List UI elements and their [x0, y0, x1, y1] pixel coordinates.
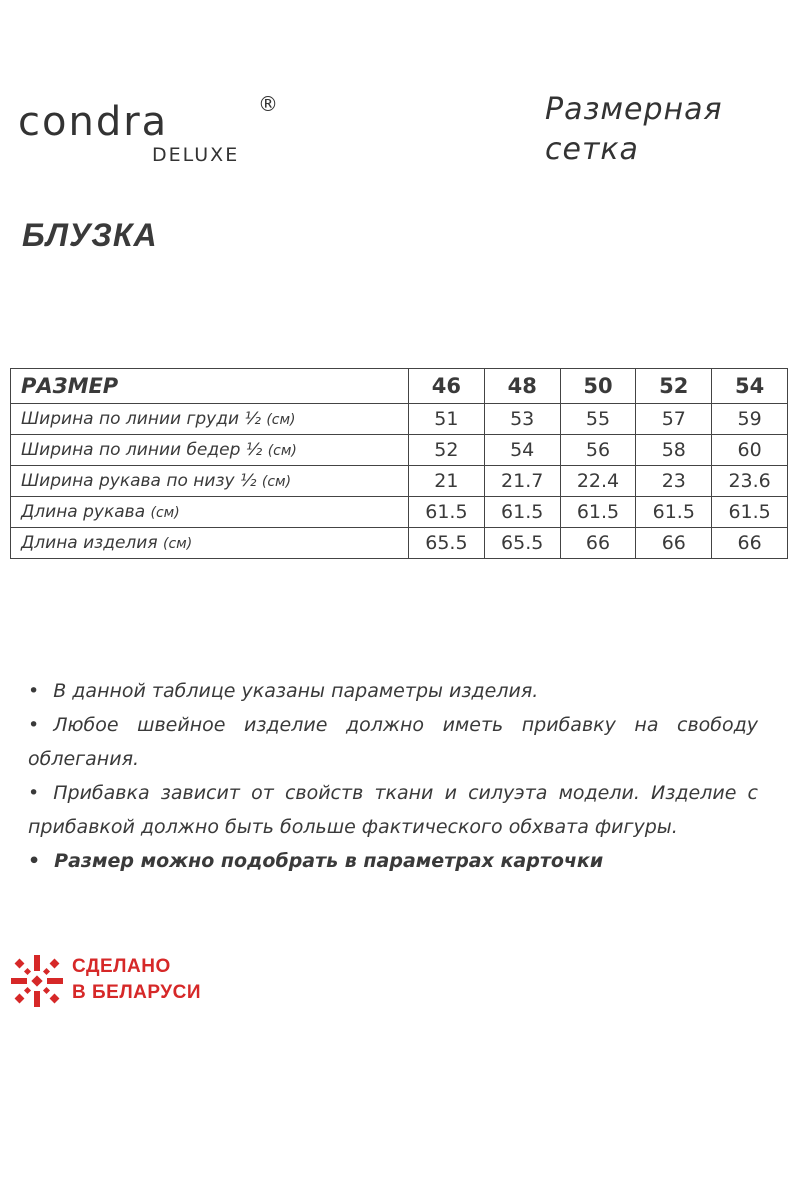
- table-row: [11, 466, 788, 497]
- list-item: [28, 776, 758, 844]
- row-label: [11, 435, 409, 466]
- table-cell: 21: [409, 466, 485, 497]
- brand-sub: DELUXE: [152, 144, 240, 166]
- bullet: •: [28, 714, 40, 736]
- table-cell: 54: [484, 435, 560, 466]
- page-title: Размерная сетка: [545, 92, 723, 167]
- size-header: 52: [636, 369, 712, 404]
- registered-mark: ®: [258, 92, 278, 116]
- table-cell: 61.5: [484, 497, 560, 528]
- list-item: [28, 844, 758, 878]
- table-cell: 65.5: [484, 528, 560, 559]
- table-cell: 61.5: [560, 497, 636, 528]
- table-cell: 66: [636, 528, 712, 559]
- row-label: [11, 466, 409, 497]
- badge-line-1: СДЕЛАНО: [72, 956, 171, 977]
- row-label-text: Длина изделия: [21, 533, 158, 553]
- size-header: 50: [560, 369, 636, 404]
- badge-line-2: В БЕЛАРУСИ: [72, 982, 202, 1003]
- table-cell: 53: [484, 404, 560, 435]
- row-label: [11, 404, 409, 435]
- table-cell: 61.5: [712, 497, 788, 528]
- table-cell: 60: [712, 435, 788, 466]
- table-row: [11, 528, 788, 559]
- table-cell: 66: [560, 528, 636, 559]
- brand-name: condra: [18, 99, 169, 145]
- size-header: 54: [712, 369, 788, 404]
- table-cell: 22.4: [560, 466, 636, 497]
- table-header-row: [11, 369, 788, 404]
- notes-list: [28, 674, 758, 878]
- product-name: БЛУЗКА: [22, 217, 158, 253]
- row-unit: (см): [267, 443, 297, 459]
- table-row: [11, 404, 788, 435]
- note-text: Размер можно подобрать в параметрах карточки: [54, 850, 604, 872]
- bullet: •: [28, 850, 41, 872]
- badge-text: [72, 954, 201, 1006]
- table-cell: 55: [560, 404, 636, 435]
- table-cell: 23.6: [712, 466, 788, 497]
- list-item: [28, 674, 758, 708]
- row-unit: (см): [266, 412, 296, 428]
- table-row: [11, 435, 788, 466]
- brand-logo: [18, 92, 278, 168]
- table-cell: 21.7: [484, 466, 560, 497]
- list-item: [28, 708, 758, 776]
- table-cell: 56: [560, 435, 636, 466]
- table-cell: 59: [712, 404, 788, 435]
- row-unit: (см): [162, 536, 193, 552]
- bullet: •: [28, 782, 40, 804]
- row-label-text: Ширина по линии бедер ½: [21, 440, 263, 460]
- note-text: Любое швейное изделие должно иметь прибавку на свободу облегания.: [28, 714, 758, 770]
- note-text: В данной таблице указаны параметры изделия.: [53, 680, 539, 702]
- size-header: 46: [409, 369, 485, 404]
- table-cell: 61.5: [409, 497, 485, 528]
- table-cell: 52: [409, 435, 485, 466]
- row-label-text: Ширина рукава по низу ½: [21, 471, 257, 491]
- ornament-icon: [8, 952, 66, 1010]
- row-unit: (см): [150, 505, 180, 521]
- table-cell: 65.5: [409, 528, 485, 559]
- row-label-text: Ширина по линии груди ½: [21, 409, 261, 429]
- table-cell: 57: [636, 404, 712, 435]
- table-cell: 58: [636, 435, 712, 466]
- row-label: [11, 528, 409, 559]
- table-cell: 51: [409, 404, 485, 435]
- header-label: РАЗМЕР: [11, 369, 409, 404]
- row-label: [11, 497, 409, 528]
- bullet: •: [28, 680, 40, 702]
- size-header: 48: [484, 369, 560, 404]
- table-row: [11, 497, 788, 528]
- table-cell: 23: [636, 466, 712, 497]
- row-label-text: Длина рукава: [21, 502, 146, 522]
- row-unit: (см): [261, 474, 292, 490]
- table-cell: 61.5: [636, 497, 712, 528]
- size-table: [10, 368, 788, 559]
- made-in-belarus-badge: [8, 952, 208, 1012]
- table-cell: 66: [712, 528, 788, 559]
- note-text: Прибавка зависит от свойств ткани и силуэта модели. Изделие с прибавкой должно быть больше фактического обхвата фигуры.: [28, 782, 758, 838]
